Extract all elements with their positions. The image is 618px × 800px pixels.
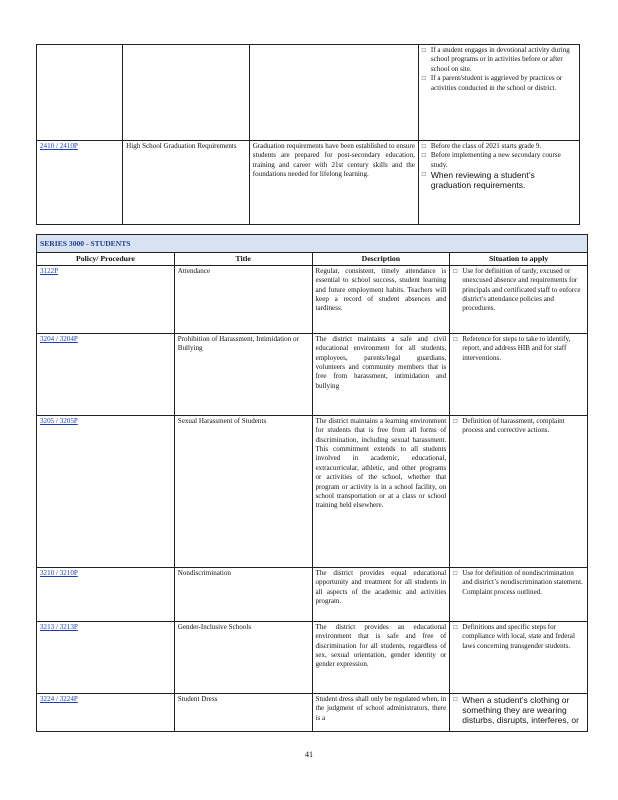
description-cell: The district provides equal educational opportunity and treatment for all students in all aspects of the academic and activities program.: [312, 567, 450, 621]
situation-cell: [450, 693, 588, 731]
list-item: □ If a student engages in devotional activity during school programs or in activities before or after school on site.: [422, 46, 576, 74]
situation-list: [453, 335, 584, 363]
list-item: □ Definitions and specific steps for compliance with local, state and federal laws concerning transgender students.: [453, 623, 584, 651]
situation-list: [453, 623, 584, 651]
policy-link[interactable]: 3224 / 3224P: [40, 694, 78, 703]
policy-cell: [37, 567, 175, 621]
title-cell: [123, 45, 250, 141]
policy-cell: [37, 265, 175, 333]
situation-cell: [450, 415, 588, 567]
page-number: 41: [305, 750, 313, 759]
title-cell: Gender-Inclusive Schools: [174, 621, 312, 693]
policy-cell: [37, 141, 123, 225]
column-header-row: [37, 253, 588, 265]
policy-cell: [37, 333, 175, 415]
policy-cell: [37, 415, 175, 567]
table-row: [37, 415, 588, 567]
policy-link[interactable]: 3122P: [40, 266, 59, 275]
column-header-description: Description: [312, 253, 450, 265]
situation-cell: [450, 265, 588, 333]
situation-cell: [450, 621, 588, 693]
policy-link[interactable]: 3213 / 3213P: [40, 622, 78, 631]
situation-list: [453, 695, 584, 725]
series-header-row: [37, 235, 588, 253]
situation-cell: [450, 567, 588, 621]
policy-cell: [37, 693, 175, 731]
list-item: □ Before implementing a new secondary course study.: [422, 151, 576, 170]
situation-list: [453, 267, 584, 314]
list-item: □ If a parent/student is aggrieved by practices or activities conducted in the school or district.: [422, 74, 576, 93]
title-cell: High School Graduation Requirements: [123, 141, 250, 225]
table-row: [37, 265, 588, 333]
column-header-policy: Policy/ Procedure: [37, 253, 175, 265]
column-header-title: Title: [174, 253, 312, 265]
series-3000-table: [36, 234, 588, 732]
table-row: [37, 567, 588, 621]
list-item: □ Reference for steps to take to identify, report, and address HIB and for staff interventions.: [453, 335, 584, 363]
description-cell: The district maintains a learning environment for students that is free from all forms of discrimination, including sexual harassment. This commitment extends to all students involved in academic, educational, extracurricular, athletic, and other programs or activities of the school, whether that program or activity is in a school facility, on school transportation or at a class or school training held elsewhere.: [312, 415, 450, 567]
situation-cell: [418, 141, 579, 225]
list-item: □ When a student’s clothing or something they are wearing disturbs, disrupts, interferes, or: [453, 695, 584, 725]
policy-table-continued: [36, 44, 580, 225]
policy-link[interactable]: 3204 / 3204P: [40, 334, 78, 343]
list-item: □ Use for definition of tardy, excused or unexcused absence and requirements for principals and certificated staff to enforce district's attendance policies and procedures.: [453, 267, 584, 314]
situation-cell: [450, 333, 588, 415]
policy-link[interactable]: 2410 / 2410P: [40, 142, 78, 150]
title-cell: Sexual Harassment of Students: [174, 415, 312, 567]
list-item: □ When reviewing a student’s graduation requirements.: [422, 170, 576, 190]
title-cell: Attendance: [174, 265, 312, 333]
table-row: [37, 141, 580, 225]
table-row: [37, 45, 580, 141]
title-cell: Nondiscrimination: [174, 567, 312, 621]
policy-cell: [37, 45, 123, 141]
description-cell: Regular, consistent, timely attendance is essential to school success, student learning and future employment habits. Teachers will keep a record of student absences and tardiness.: [312, 265, 450, 333]
description-cell: The district provides an educational environment that is safe and free of discrimination for all students, regardless of sex, sexual orientation, gender identity or gender expression.: [312, 621, 450, 693]
description-cell: [249, 45, 418, 141]
situation-list: [422, 46, 576, 93]
list-item: □ Definition of harassment, complaint process and corrective actions.: [453, 417, 584, 436]
description-cell: Graduation requirements have been established to ensure students are prepared for post-secondary education, training and career with 21st century skills and the foundations needed for lifelong learning.: [249, 141, 418, 225]
situation-list: [422, 142, 576, 190]
description-cell: Student dress shall only be regulated when, in the judgment of school administrators, there is a: [312, 693, 450, 731]
list-item: □ Use for definition of nondiscrimination and district’s nondiscrimination statement. Complaint process outlined.: [453, 569, 584, 597]
policy-link[interactable]: 3210 / 3210P: [40, 568, 78, 577]
policy-cell: [37, 621, 175, 693]
table-row: [37, 333, 588, 415]
title-cell: Student Dress: [174, 693, 312, 731]
table-row: [37, 693, 588, 731]
series-title: SERIES 3000 - STUDENTS: [37, 235, 588, 253]
title-cell: Prohibition of Harassment, Intimidation or Bullying: [174, 333, 312, 415]
description-cell: The district maintains a safe and civil educational environment for all students, employees, parents/legal guardians, volunteers and community members that is free from harassment, intimidation and bullying: [312, 333, 450, 415]
list-item: □ Before the class of 2021 starts grade 9.: [422, 142, 576, 151]
situation-list: [453, 569, 584, 597]
situation-cell: [418, 45, 579, 141]
column-header-situation: Situation to apply: [450, 253, 588, 265]
situation-list: [453, 417, 584, 436]
policy-link[interactable]: 3205 / 3205P: [40, 416, 78, 425]
table-row: [37, 621, 588, 693]
